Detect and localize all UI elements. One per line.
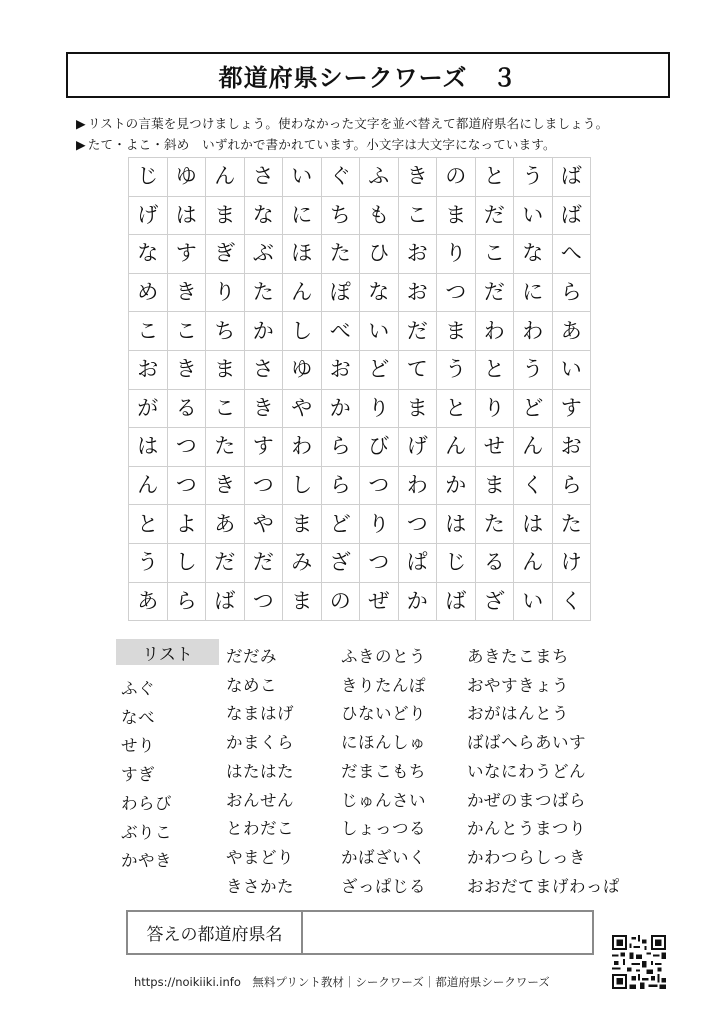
list-word: とわだこ — [226, 819, 294, 839]
grid-cell: わ — [283, 428, 322, 467]
grid-cell: ん — [514, 543, 553, 582]
grid-cell: と — [437, 389, 476, 428]
list-word: ひないどり — [341, 704, 426, 724]
grid-cell: や — [244, 505, 283, 544]
grid-cell: ま — [206, 196, 245, 235]
grid-cell: つ — [244, 582, 283, 621]
list-word: なめこ — [226, 675, 277, 695]
list-word: きさかた — [226, 876, 294, 896]
grid-cell: し — [167, 543, 206, 582]
grid-cell: ひ — [360, 235, 399, 274]
list-word: あきたこまち — [467, 647, 569, 666]
grid-cell: さ — [244, 350, 283, 389]
grid-cell: す — [244, 428, 283, 467]
grid-cell: ん — [283, 273, 322, 312]
grid-cell: べ — [321, 312, 360, 351]
grid-cell: い — [552, 350, 591, 389]
list-word: やまどり — [226, 847, 294, 867]
answer-box — [126, 910, 594, 955]
grid-cell: ば — [552, 196, 591, 235]
grid-cell: へ — [552, 235, 591, 274]
grid-cell: わ — [514, 312, 553, 351]
list-word: なまはげ — [226, 704, 294, 724]
grid-cell: り — [360, 389, 399, 428]
list-word: はたはた — [226, 761, 294, 781]
grid-cell: こ — [206, 389, 245, 428]
list-word: きりたんぽ — [341, 675, 426, 695]
grid-cell: か — [437, 466, 476, 505]
grid-cell: め — [129, 273, 168, 312]
list-word: かまくら — [226, 733, 294, 753]
grid-cell: ど — [514, 389, 553, 428]
grid-row — [129, 505, 591, 544]
grid-cell: き — [167, 273, 206, 312]
grid-cell: ま — [437, 312, 476, 351]
grid-cell: つ — [244, 466, 283, 505]
grid-cell: ゆ — [283, 350, 322, 389]
grid-cell: ど — [321, 505, 360, 544]
list-word: ぶりこ — [121, 822, 172, 842]
grid-cell: ら — [167, 582, 206, 621]
instruction-line-2 — [76, 135, 556, 153]
grid-cell: と — [129, 505, 168, 544]
grid-row — [129, 312, 591, 351]
grid-cell: す — [167, 235, 206, 274]
grid-cell: け — [552, 543, 591, 582]
grid-cell: つ — [360, 466, 399, 505]
grid-cell: だ — [398, 312, 437, 351]
grid-cell: く — [552, 582, 591, 621]
grid-cell: だ — [206, 543, 245, 582]
grid-cell: せ — [475, 428, 514, 467]
grid-cell: き — [244, 389, 283, 428]
grid-cell: は — [514, 505, 553, 544]
list-word: かんとうまつり — [467, 819, 586, 839]
grid-cell: あ — [129, 582, 168, 621]
grid-cell: み — [283, 543, 322, 582]
list-word: おやすきょう — [467, 675, 569, 695]
grid-cell: て — [398, 350, 437, 389]
arrow-icon: ▶ — [76, 137, 86, 152]
grid-cell: ば — [552, 158, 591, 197]
grid-cell: げ — [129, 196, 168, 235]
grid-cell: だ — [475, 196, 514, 235]
list-word: おんせん — [226, 790, 294, 810]
grid-cell: く — [514, 466, 553, 505]
grid-cell: り — [475, 389, 514, 428]
grid-cell: い — [514, 582, 553, 621]
grid-cell: お — [321, 350, 360, 389]
grid-cell: わ — [475, 312, 514, 351]
grid-cell: の — [437, 158, 476, 197]
list-word: いなにわうどん — [467, 761, 586, 781]
grid-cell: た — [321, 235, 360, 274]
grid-cell: る — [167, 389, 206, 428]
grid-cell: つ — [360, 543, 399, 582]
grid-cell: ぶ — [244, 235, 283, 274]
grid-cell: う — [514, 350, 553, 389]
grid-cell: さ — [244, 158, 283, 197]
grid-cell: ふ — [360, 158, 399, 197]
grid-cell: る — [475, 543, 514, 582]
grid-cell: き — [167, 350, 206, 389]
grid-cell: じ — [129, 158, 168, 197]
grid-cell: な — [129, 235, 168, 274]
grid-cell: お — [398, 273, 437, 312]
grid-cell: す — [552, 389, 591, 428]
list-word: わらび — [121, 793, 172, 813]
word-search-grid — [128, 157, 591, 621]
grid-cell: が — [129, 389, 168, 428]
grid-row — [129, 158, 591, 197]
list-word: だまこもち — [341, 761, 426, 781]
list-word: じゅんさい — [341, 790, 426, 810]
grid-cell: き — [206, 466, 245, 505]
grid-cell: り — [206, 273, 245, 312]
grid-cell: ぎ — [206, 235, 245, 274]
grid-cell: た — [475, 505, 514, 544]
grid-cell: び — [360, 428, 399, 467]
grid-row — [129, 543, 591, 582]
grid-cell: か — [244, 312, 283, 351]
list-word: ふぐ — [121, 679, 155, 698]
grid-cell: こ — [129, 312, 168, 351]
grid-row — [129, 350, 591, 389]
grid-cell: ち — [321, 196, 360, 235]
grid-cell: に — [514, 273, 553, 312]
grid-cell: り — [360, 505, 399, 544]
grid-row — [129, 235, 591, 274]
grid-cell: げ — [398, 428, 437, 467]
grid-cell: い — [514, 196, 553, 235]
grid-cell: お — [552, 428, 591, 467]
grid-cell: な — [360, 273, 399, 312]
list-word: かわつらしっき — [467, 847, 586, 867]
grid-row — [129, 273, 591, 312]
answer-field[interactable] — [303, 912, 592, 953]
grid-cell: う — [129, 543, 168, 582]
grid-cell: は — [129, 428, 168, 467]
grid-cell: あ — [552, 312, 591, 351]
grid-cell: ま — [475, 466, 514, 505]
worksheet-title: 都道府県シークワーズ ３ — [66, 52, 670, 98]
answer-label: 答えの都道府県名 — [128, 912, 303, 953]
grid-cell: い — [283, 158, 322, 197]
grid-cell: ん — [129, 466, 168, 505]
grid-cell: う — [437, 350, 476, 389]
grid-cell: お — [129, 350, 168, 389]
list-word: おおだてまげわっぱ — [467, 876, 620, 896]
grid-cell: ら — [321, 428, 360, 467]
grid-cell: や — [283, 389, 322, 428]
grid-cell: ば — [437, 582, 476, 621]
grid-cell: こ — [167, 312, 206, 351]
grid-row — [129, 389, 591, 428]
qr-code-icon — [612, 935, 666, 989]
grid-cell: ら — [552, 273, 591, 312]
grid-cell: ん — [206, 158, 245, 197]
grid-cell: ほ — [283, 235, 322, 274]
grid-cell: ぜ — [360, 582, 399, 621]
grid-cell: お — [398, 235, 437, 274]
grid-cell: ゆ — [167, 158, 206, 197]
grid-cell: ま — [398, 389, 437, 428]
list-word: だだみ — [226, 647, 277, 666]
grid-cell: し — [283, 312, 322, 351]
grid-cell: に — [283, 196, 322, 235]
grid-cell: ま — [283, 582, 322, 621]
grid-cell: こ — [475, 235, 514, 274]
list-word: すぎ — [121, 765, 155, 785]
grid-cell: か — [321, 389, 360, 428]
grid-cell: ん — [514, 428, 553, 467]
grid-cell: か — [398, 582, 437, 621]
grid-row — [129, 428, 591, 467]
grid-cell: じ — [437, 543, 476, 582]
grid-cell: い — [360, 312, 399, 351]
grid-cell: ど — [360, 350, 399, 389]
list-word: せり — [121, 736, 155, 756]
grid-cell: つ — [167, 428, 206, 467]
arrow-icon: ▶ — [76, 116, 86, 131]
list-word: かばざいく — [341, 847, 426, 867]
grid-row — [129, 582, 591, 621]
grid-cell: な — [514, 235, 553, 274]
grid-cell: と — [475, 350, 514, 389]
grid-cell: よ — [167, 505, 206, 544]
grid-row — [129, 466, 591, 505]
grid-cell: ら — [552, 466, 591, 505]
footer-text: https://noikiiki.info 無料プリント教材｜シークワーズ｜都道府県シークワーズ — [134, 975, 550, 989]
grid-cell: た — [206, 428, 245, 467]
list-word: なべ — [121, 707, 155, 727]
list-word: にほんしゅ — [341, 733, 426, 753]
list-word: しょっつる — [341, 819, 426, 839]
grid-cell: ぐ — [321, 158, 360, 197]
list-word: ふきのとう — [341, 647, 426, 666]
instruction-text-2: たて・よこ・斜め いずれかで書かれています。小文字は大文字になっています。 — [87, 137, 556, 152]
grid-cell: と — [475, 158, 514, 197]
grid-cell: こ — [398, 196, 437, 235]
grid-cell: も — [360, 196, 399, 235]
instruction-line-1 — [76, 114, 608, 132]
grid-cell: し — [283, 466, 322, 505]
grid-cell: ま — [206, 350, 245, 389]
grid-cell: う — [514, 158, 553, 197]
grid-cell: た — [244, 273, 283, 312]
grid-cell: の — [321, 582, 360, 621]
grid-cell: ん — [437, 428, 476, 467]
list-word: ざっぱじる — [341, 876, 426, 896]
list-word: ばばへらあいす — [467, 733, 586, 753]
grid-cell: わ — [398, 466, 437, 505]
list-word: かやき — [121, 851, 172, 871]
grid-cell: だ — [244, 543, 283, 582]
grid-cell: ば — [206, 582, 245, 621]
grid-cell: つ — [437, 273, 476, 312]
grid-cell: き — [398, 158, 437, 197]
grid-cell: り — [437, 235, 476, 274]
list-word: かぜのまつばら — [467, 790, 586, 810]
grid-row — [129, 196, 591, 235]
grid-cell: た — [552, 505, 591, 544]
grid-cell: ち — [206, 312, 245, 351]
grid-cell: ぱ — [398, 543, 437, 582]
grid-cell: は — [437, 505, 476, 544]
grid-cell: ら — [321, 466, 360, 505]
grid-cell: だ — [475, 273, 514, 312]
list-word: おがはんとう — [467, 704, 569, 724]
grid-cell: ざ — [475, 582, 514, 621]
grid-cell: な — [244, 196, 283, 235]
grid-cell: つ — [167, 466, 206, 505]
grid-cell: ま — [283, 505, 322, 544]
instruction-text-1: リストの言葉を見つけましょう。使わなかった文字を並べ替えて都道府県名にしましょう。 — [87, 116, 609, 131]
grid-cell: ざ — [321, 543, 360, 582]
grid-cell: ま — [437, 196, 476, 235]
grid-cell: あ — [206, 505, 245, 544]
grid-cell: ぽ — [321, 273, 360, 312]
grid-cell: つ — [398, 505, 437, 544]
grid-cell: は — [167, 196, 206, 235]
list-header: リスト — [116, 639, 219, 665]
